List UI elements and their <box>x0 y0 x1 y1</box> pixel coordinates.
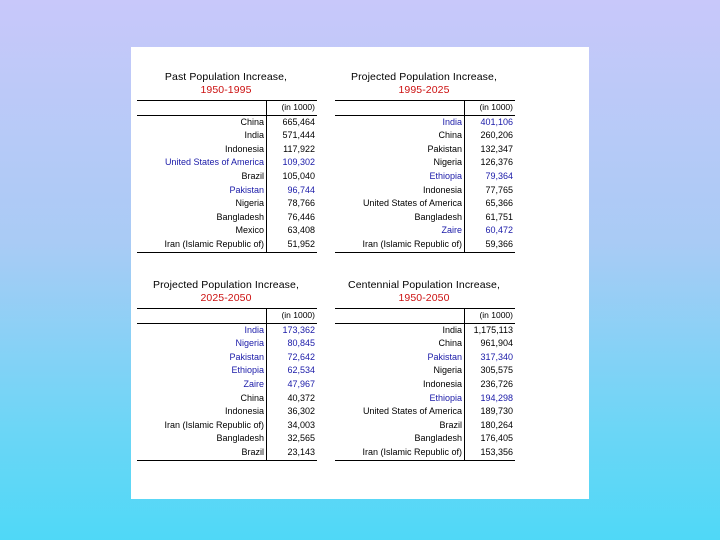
population-increase-value: 132,347 <box>465 143 516 157</box>
population-increase-value: 260,206 <box>465 129 516 143</box>
header-blank <box>335 101 465 116</box>
country-name: China <box>240 392 264 403</box>
country-name: United States of America <box>164 157 264 168</box>
population-increase-value: 401,106 <box>465 115 516 129</box>
country-name: China <box>240 116 264 127</box>
population-increase-value: 51,952 <box>267 238 318 252</box>
table-row <box>137 224 317 238</box>
table-row <box>335 364 515 378</box>
slide <box>131 47 589 499</box>
panel-title <box>335 71 513 97</box>
country-name: Indonesia <box>224 143 264 154</box>
country-name: Pakistan <box>427 143 462 154</box>
header-unit: (in 1000) <box>267 309 318 324</box>
country-name: Brazil <box>137 446 267 460</box>
country-name: Nigeria <box>235 338 264 349</box>
population-increase-value: 236,726 <box>465 378 516 392</box>
table-row <box>137 432 317 446</box>
country-name: Bangladesh <box>216 211 264 222</box>
population-increase-value: 176,405 <box>465 432 516 446</box>
table-row <box>335 392 515 406</box>
population-increase-value: 1,175,113 <box>465 323 516 337</box>
header-unit: (in 1000) <box>267 101 318 116</box>
country-name: Brazil <box>241 170 264 181</box>
header-unit: (in 1000) <box>465 309 516 324</box>
panel-title-period: 1950-1995 <box>200 84 252 96</box>
population-increase-value: 23,143 <box>267 446 318 460</box>
population-increase-value: 79,364 <box>465 170 516 184</box>
population-increase-value: 96,744 <box>267 184 318 198</box>
country-name: Pakistan <box>229 351 264 362</box>
table-row <box>137 156 317 170</box>
table-row <box>137 392 317 406</box>
header-blank <box>335 309 465 324</box>
population-increase-value: 34,003 <box>267 419 318 433</box>
table-header-row <box>335 309 515 324</box>
country-name: Bangladesh <box>414 433 462 444</box>
table-row <box>137 419 317 433</box>
population-increase-value: 961,904 <box>465 337 516 351</box>
country-name: India <box>442 324 462 335</box>
country-name: Zaire <box>243 378 264 389</box>
country-name: India <box>442 116 462 127</box>
table-row <box>137 184 317 198</box>
population-table <box>137 100 317 253</box>
population-increase-value: 189,730 <box>465 405 516 419</box>
panel-title-line1: Projected Population Increase, <box>152 279 299 291</box>
table-row <box>137 351 317 365</box>
country-name: Nigeria <box>433 365 462 376</box>
population-increase-value: 47,967 <box>267 378 318 392</box>
table-row <box>137 211 317 225</box>
population-table <box>335 308 515 461</box>
table-row <box>335 197 515 211</box>
panel-past-1950-1995 <box>137 71 315 253</box>
table-row <box>335 115 515 129</box>
population-increase-value: 117,922 <box>267 143 318 157</box>
table-row <box>335 323 515 337</box>
population-increase-value: 36,302 <box>267 405 318 419</box>
country-name: Bangladesh <box>216 433 264 444</box>
population-increase-value: 60,472 <box>465 224 516 238</box>
table-row <box>137 197 317 211</box>
population-increase-value: 59,366 <box>465 238 516 252</box>
population-increase-value: 317,340 <box>465 351 516 365</box>
population-increase-value: 105,040 <box>267 170 318 184</box>
header-blank <box>137 101 267 116</box>
table-row <box>335 224 515 238</box>
population-increase-value: 76,446 <box>267 211 318 225</box>
country-name: United States of America <box>362 198 462 209</box>
country-name: Indonesia <box>422 184 462 195</box>
country-name: Mexico <box>235 225 264 236</box>
population-increase-value: 32,565 <box>267 432 318 446</box>
panel-title <box>335 279 513 305</box>
panel-title-line1: Past Population Increase, <box>164 71 288 83</box>
panel-title-period: 2025-2050 <box>200 292 252 304</box>
population-table <box>137 308 317 461</box>
country-name: India <box>244 130 264 141</box>
panel-title <box>137 279 315 305</box>
panel-title-line1: Centennial Population Increase, <box>348 279 500 291</box>
table-row <box>335 129 515 143</box>
table-row <box>335 143 515 157</box>
population-increase-value: 72,642 <box>267 351 318 365</box>
table-row <box>335 211 515 225</box>
panel-title <box>137 71 315 97</box>
table-row <box>335 378 515 392</box>
country-name: India <box>244 324 264 335</box>
population-increase-value: 153,356 <box>465 446 516 460</box>
country-name: Iran (Islamic Republic of) <box>335 238 465 252</box>
population-increase-value: 126,376 <box>465 156 516 170</box>
population-increase-value: 571,444 <box>267 129 318 143</box>
population-increase-value: 173,362 <box>267 323 318 337</box>
table-row <box>335 170 515 184</box>
table-row <box>137 129 317 143</box>
table-header-row <box>335 101 515 116</box>
table-row <box>137 238 317 252</box>
country-name: Brazil <box>439 419 462 430</box>
population-increase-value: 80,845 <box>267 337 318 351</box>
header-unit: (in 1000) <box>465 101 516 116</box>
panel-title-line1: Projected Population Increase, <box>350 71 497 83</box>
population-increase-value: 77,765 <box>465 184 516 198</box>
population-increase-value: 40,372 <box>267 392 318 406</box>
country-name: Ethiopia <box>429 392 462 403</box>
country-name: Indonesia <box>224 406 264 417</box>
population-increase-value: 180,264 <box>465 419 516 433</box>
country-name: Iran (Islamic Republic of) <box>137 238 267 252</box>
header-blank <box>137 309 267 324</box>
table-row <box>137 337 317 351</box>
population-increase-value: 109,302 <box>267 156 318 170</box>
country-name: Nigeria <box>433 157 462 168</box>
panel-title-period: 1950-2050 <box>398 292 450 304</box>
country-name: Pakistan <box>229 184 264 195</box>
population-increase-value: 65,366 <box>465 197 516 211</box>
country-name: Zaire <box>441 225 462 236</box>
table-row <box>335 156 515 170</box>
table-row <box>137 170 317 184</box>
table-row <box>137 143 317 157</box>
table-header-row <box>137 309 317 324</box>
country-name: Iran (Islamic Republic of) <box>164 419 264 430</box>
table-row <box>335 405 515 419</box>
panel-title-period: 1995-2025 <box>398 84 450 96</box>
country-name: Indonesia <box>422 378 462 389</box>
table-row <box>335 446 515 460</box>
country-name: Nigeria <box>235 198 264 209</box>
panel-projected-2025-2050 <box>137 279 315 461</box>
table-row <box>137 378 317 392</box>
population-table <box>335 100 515 253</box>
table-row <box>137 446 317 460</box>
table-row <box>335 432 515 446</box>
population-increase-value: 61,751 <box>465 211 516 225</box>
panel-centennial-1950-2050 <box>335 279 513 461</box>
country-name: Iran (Islamic Republic of) <box>335 446 465 460</box>
country-name: United States of America <box>362 406 462 417</box>
table-row <box>335 184 515 198</box>
country-name: China <box>438 130 462 141</box>
population-increase-value: 665,464 <box>267 115 318 129</box>
country-name: Ethiopia <box>231 365 264 376</box>
table-row <box>137 323 317 337</box>
table-row <box>335 337 515 351</box>
population-increase-value: 63,408 <box>267 224 318 238</box>
population-increase-value: 194,298 <box>465 392 516 406</box>
population-increase-value: 62,534 <box>267 364 318 378</box>
country-name: China <box>438 338 462 349</box>
table-row <box>137 405 317 419</box>
panel-projected-1995-2025 <box>335 71 513 253</box>
population-increase-value: 78,766 <box>267 197 318 211</box>
table-row <box>137 364 317 378</box>
country-name: Bangladesh <box>414 211 462 222</box>
table-header-row <box>137 101 317 116</box>
population-increase-value: 305,575 <box>465 364 516 378</box>
table-row <box>335 351 515 365</box>
table-row <box>137 115 317 129</box>
country-name: Ethiopia <box>429 170 462 181</box>
table-row <box>335 238 515 252</box>
country-name: Pakistan <box>427 351 462 362</box>
table-row <box>335 419 515 433</box>
